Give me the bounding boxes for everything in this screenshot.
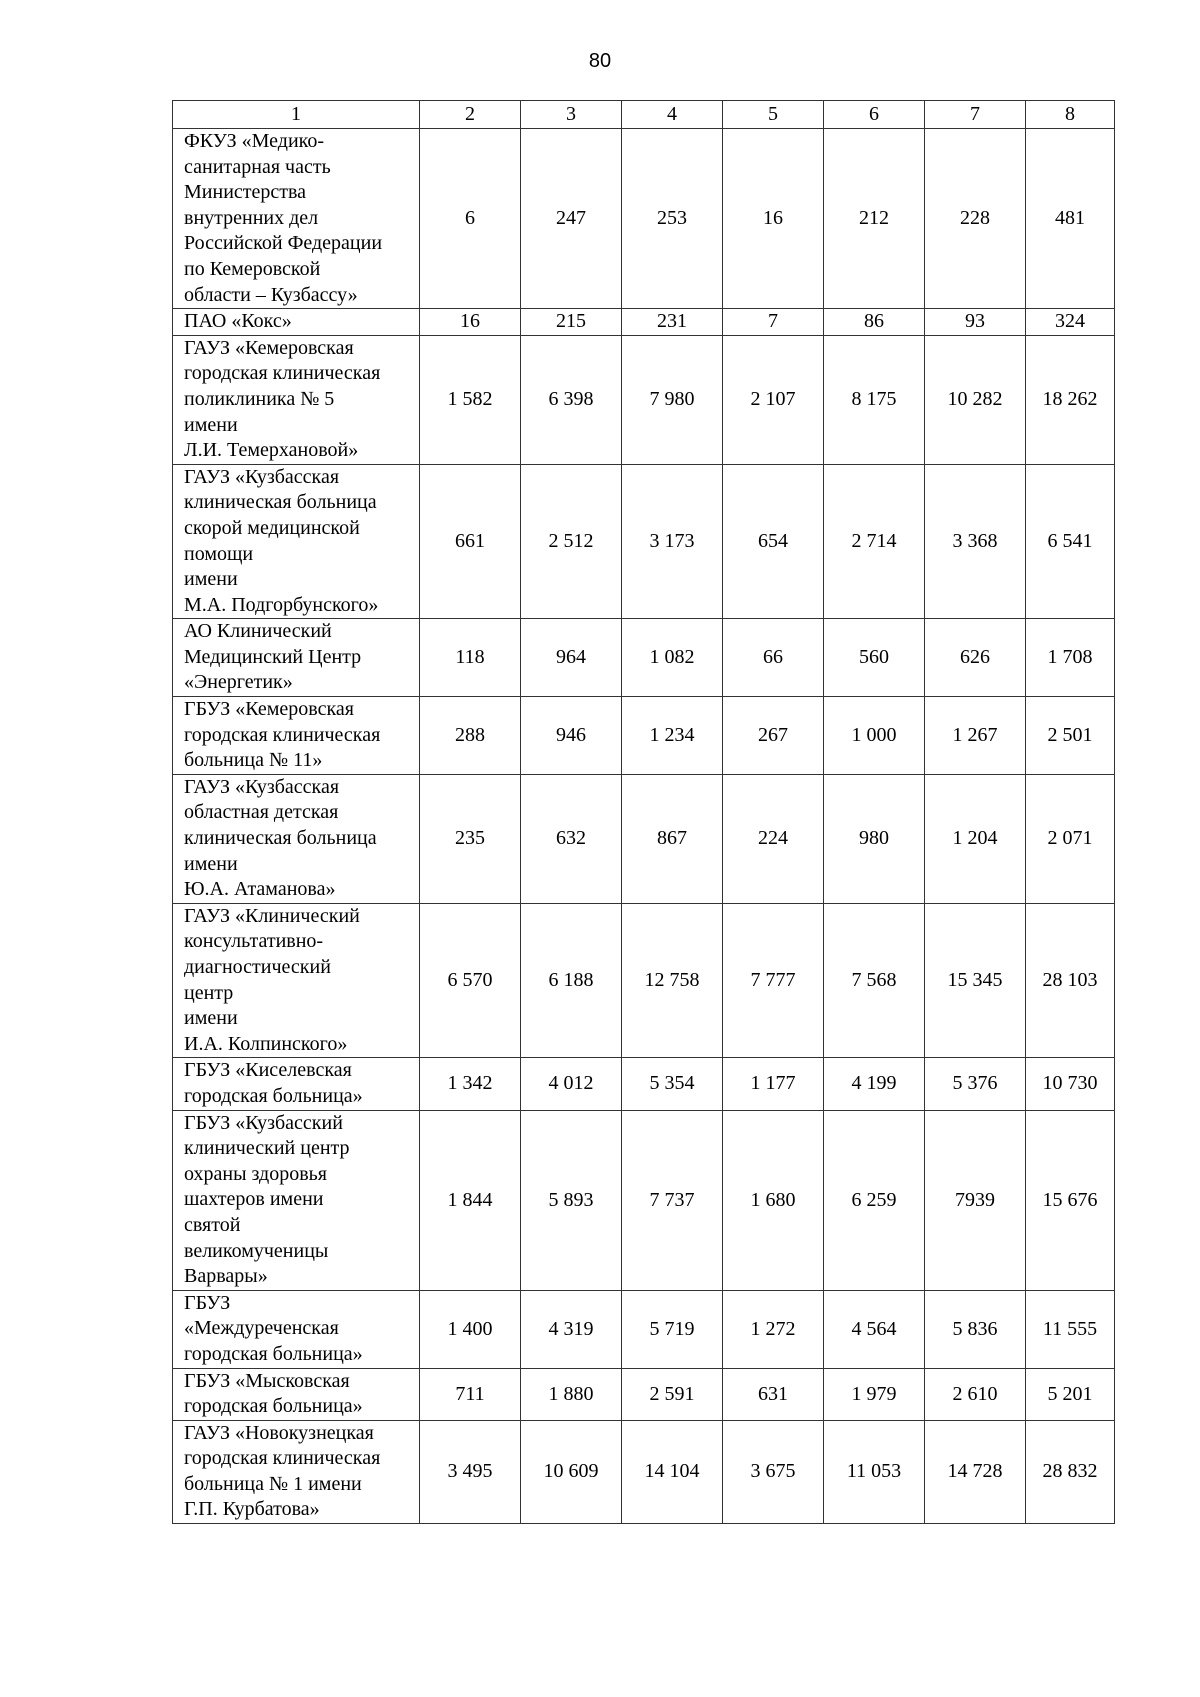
value-cell: 215 [521, 309, 622, 336]
column-header: 2 [420, 101, 521, 129]
value-cell: 1 000 [824, 697, 925, 775]
value-cell: 231 [622, 309, 723, 336]
institution-name-cell: ГАУЗ «Кемеровская городская клиническая поликлиника № 5 имени Л.И. Темерхановой» [173, 335, 420, 464]
column-header: 7 [925, 101, 1026, 129]
value-cell: 28 832 [1026, 1420, 1115, 1523]
value-cell: 11 053 [824, 1420, 925, 1523]
column-header: 4 [622, 101, 723, 129]
value-cell: 1 708 [1026, 619, 1115, 697]
value-cell: 4 319 [521, 1290, 622, 1368]
value-cell: 7 980 [622, 335, 723, 464]
value-cell: 1 267 [925, 697, 1026, 775]
value-cell: 5 201 [1026, 1368, 1115, 1420]
value-cell: 2 107 [723, 335, 824, 464]
institution-name-cell: ГБУЗ «Кемеровская городская клиническая больница № 11» [173, 697, 420, 775]
value-cell: 16 [723, 129, 824, 309]
value-cell: 93 [925, 309, 1026, 336]
institution-name-cell: ПАО «Кокс» [173, 309, 420, 336]
table-row [173, 774, 1115, 903]
institution-name-cell: ГАУЗ «Клинический консультативно- диагностический центр имени И.А. Колпинского» [173, 903, 420, 1058]
column-header: 3 [521, 101, 622, 129]
table-row [173, 1420, 1115, 1523]
value-cell: 2 071 [1026, 774, 1115, 903]
value-cell: 6 398 [521, 335, 622, 464]
value-cell: 1 400 [420, 1290, 521, 1368]
value-cell: 247 [521, 129, 622, 309]
value-cell: 1 272 [723, 1290, 824, 1368]
value-cell: 3 675 [723, 1420, 824, 1523]
value-cell: 2 610 [925, 1368, 1026, 1420]
value-cell: 3 173 [622, 464, 723, 619]
value-cell: 14 104 [622, 1420, 723, 1523]
value-cell: 1 177 [723, 1058, 824, 1110]
value-cell: 11 555 [1026, 1290, 1115, 1368]
value-cell: 228 [925, 129, 1026, 309]
value-cell: 5 719 [622, 1290, 723, 1368]
value-cell: 10 730 [1026, 1058, 1115, 1110]
value-cell: 7 737 [622, 1110, 723, 1290]
table-row [173, 1110, 1115, 1290]
data-table [172, 100, 1115, 1524]
value-cell: 1 204 [925, 774, 1026, 903]
header-row [173, 101, 1115, 129]
value-cell: 5 893 [521, 1110, 622, 1290]
value-cell: 324 [1026, 309, 1115, 336]
table-row [173, 464, 1115, 619]
value-cell: 5 836 [925, 1290, 1026, 1368]
value-cell: 10 282 [925, 335, 1026, 464]
value-cell: 6 [420, 129, 521, 309]
table-row [173, 697, 1115, 775]
value-cell: 8 175 [824, 335, 925, 464]
value-cell: 6 259 [824, 1110, 925, 1290]
value-cell: 631 [723, 1368, 824, 1420]
value-cell: 1 342 [420, 1058, 521, 1110]
page-number: 80 [588, 50, 612, 72]
value-cell: 10 609 [521, 1420, 622, 1523]
institution-name-cell: ГАУЗ «Кузбасская клиническая больница скорой медицинской помощи имени М.А. Подгорбунского» [173, 464, 420, 619]
value-cell: 946 [521, 697, 622, 775]
value-cell: 253 [622, 129, 723, 309]
column-header: 6 [824, 101, 925, 129]
value-cell: 5 354 [622, 1058, 723, 1110]
value-cell: 4 199 [824, 1058, 925, 1110]
value-cell: 288 [420, 697, 521, 775]
value-cell: 1 234 [622, 697, 723, 775]
table-row [173, 903, 1115, 1058]
value-cell: 2 714 [824, 464, 925, 619]
value-cell: 1 844 [420, 1110, 521, 1290]
institution-name-cell: ГАУЗ «Новокузнецкая городская клиническая больница № 1 имени Г.П. Курбатова» [173, 1420, 420, 1523]
value-cell: 560 [824, 619, 925, 697]
table-row [173, 309, 1115, 336]
value-cell: 964 [521, 619, 622, 697]
value-cell: 118 [420, 619, 521, 697]
table-row [173, 1058, 1115, 1110]
value-cell: 18 262 [1026, 335, 1115, 464]
value-cell: 711 [420, 1368, 521, 1420]
value-cell: 1 082 [622, 619, 723, 697]
value-cell: 6 188 [521, 903, 622, 1058]
value-cell: 5 376 [925, 1058, 1026, 1110]
value-cell: 7 568 [824, 903, 925, 1058]
value-cell: 1 880 [521, 1368, 622, 1420]
value-cell: 6 570 [420, 903, 521, 1058]
table-row [173, 335, 1115, 464]
table-row [173, 129, 1115, 309]
value-cell: 2 501 [1026, 697, 1115, 775]
value-cell: 66 [723, 619, 824, 697]
value-cell: 16 [420, 309, 521, 336]
value-cell: 3 368 [925, 464, 1026, 619]
value-cell: 14 728 [925, 1420, 1026, 1523]
value-cell: 1 582 [420, 335, 521, 464]
value-cell: 7939 [925, 1110, 1026, 1290]
value-cell: 980 [824, 774, 925, 903]
value-cell: 2 591 [622, 1368, 723, 1420]
table-row [173, 1290, 1115, 1368]
value-cell: 86 [824, 309, 925, 336]
value-cell: 2 512 [521, 464, 622, 619]
table-body [173, 129, 1115, 1524]
value-cell: 654 [723, 464, 824, 619]
value-cell: 28 103 [1026, 903, 1115, 1058]
value-cell: 7 777 [723, 903, 824, 1058]
value-cell: 12 758 [622, 903, 723, 1058]
institution-name-cell: ГБУЗ «Киселевская городская больница» [173, 1058, 420, 1110]
value-cell: 3 495 [420, 1420, 521, 1523]
institution-name-cell: ГБУЗ «Мысковская городская больница» [173, 1368, 420, 1420]
value-cell: 224 [723, 774, 824, 903]
table-row [173, 1368, 1115, 1420]
value-cell: 1 680 [723, 1110, 824, 1290]
institution-name-cell: ГБУЗ «Кузбасский клинический центр охраны здоровья шахтеров имени святой великомученицы Варвары» [173, 1110, 420, 1290]
value-cell: 481 [1026, 129, 1115, 309]
value-cell: 1 979 [824, 1368, 925, 1420]
institution-name-cell: ГАУЗ «Кузбасская областная детская клиническая больница имени Ю.А. Атаманова» [173, 774, 420, 903]
institution-name-cell: ГБУЗ «Междуреченская городская больница» [173, 1290, 420, 1368]
value-cell: 4 012 [521, 1058, 622, 1110]
value-cell: 15 676 [1026, 1110, 1115, 1290]
value-cell: 626 [925, 619, 1026, 697]
value-cell: 6 541 [1026, 464, 1115, 619]
institution-name-cell: АО Клинический Медицинский Центр «Энергетик» [173, 619, 420, 697]
value-cell: 632 [521, 774, 622, 903]
value-cell: 4 564 [824, 1290, 925, 1368]
column-header: 8 [1026, 101, 1115, 129]
column-header: 1 [173, 101, 420, 129]
value-cell: 235 [420, 774, 521, 903]
value-cell: 15 345 [925, 903, 1026, 1058]
value-cell: 267 [723, 697, 824, 775]
value-cell: 7 [723, 309, 824, 336]
column-header: 5 [723, 101, 824, 129]
value-cell: 867 [622, 774, 723, 903]
table-row [173, 619, 1115, 697]
institution-name-cell: ФКУЗ «Медико- санитарная часть Министерства внутренних дел Российской Федерации по Кемеровской области – Кузбассу» [173, 129, 420, 309]
value-cell: 661 [420, 464, 521, 619]
value-cell: 212 [824, 129, 925, 309]
